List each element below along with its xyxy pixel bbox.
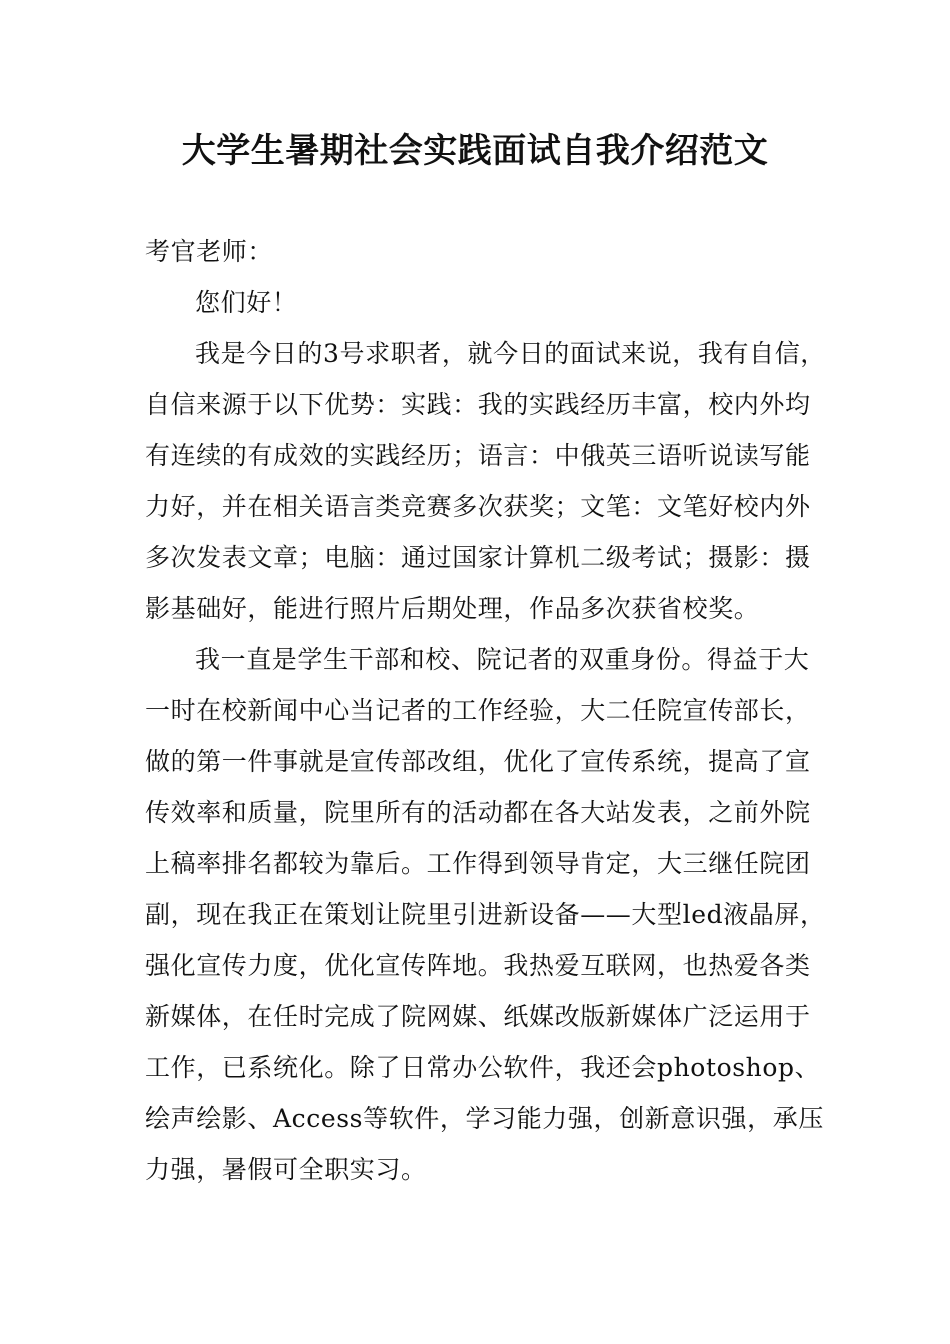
document-title: 大学生暑期社会实践面试自我介绍范文	[181, 131, 769, 171]
paragraph-advantages: 我是今日的3号求职者，就今日的面试来说，我有自信，自信来源于以下优势：实践：我的实践经历丰富，校内外均有连续的有成效的实践经历；语言：中俄英三语听说读写能力好，并在相关语言类竞赛多次获奖；文笔：文笔好校内外多次发表文章；电脑：通过国家计算机二级考试；摄影：摄影基础好，能进行照片后期处理，作品多次获省校奖。	[145, 339, 826, 623]
paragraph-experience: 我一直是学生干部和校、院记者的双重身份。得益于大一时在校新闻中心当记者的工作经验，大二任院宣传部长，做的第一件事就是宣传部改组，优化了宣传系统，提高了宣传效率和质量，院里所有的活动都在各大站发表，之前外院上稿率排名都较为靠后。工作得到领导肯定，大三继任院团副，现在我正在策划让院里引进新设备——大型led液晶屏，强化宣传力度，优化宣传阵地。我热爱互联网，也热爱各类新媒体，在任时完成了院网媒、纸媒改版新媒体广泛运用于工作，已系统化。除了日常办公软件，我还会photoshop、绘声绘影、Access等软件，学习能力强，创新意识强，承压力强，暑假可全职实习。	[145, 645, 826, 1184]
salutation: 考官老师：	[145, 237, 274, 266]
document-body	[145, 226, 830, 1195]
greeting: 您们好！	[195, 288, 298, 317]
